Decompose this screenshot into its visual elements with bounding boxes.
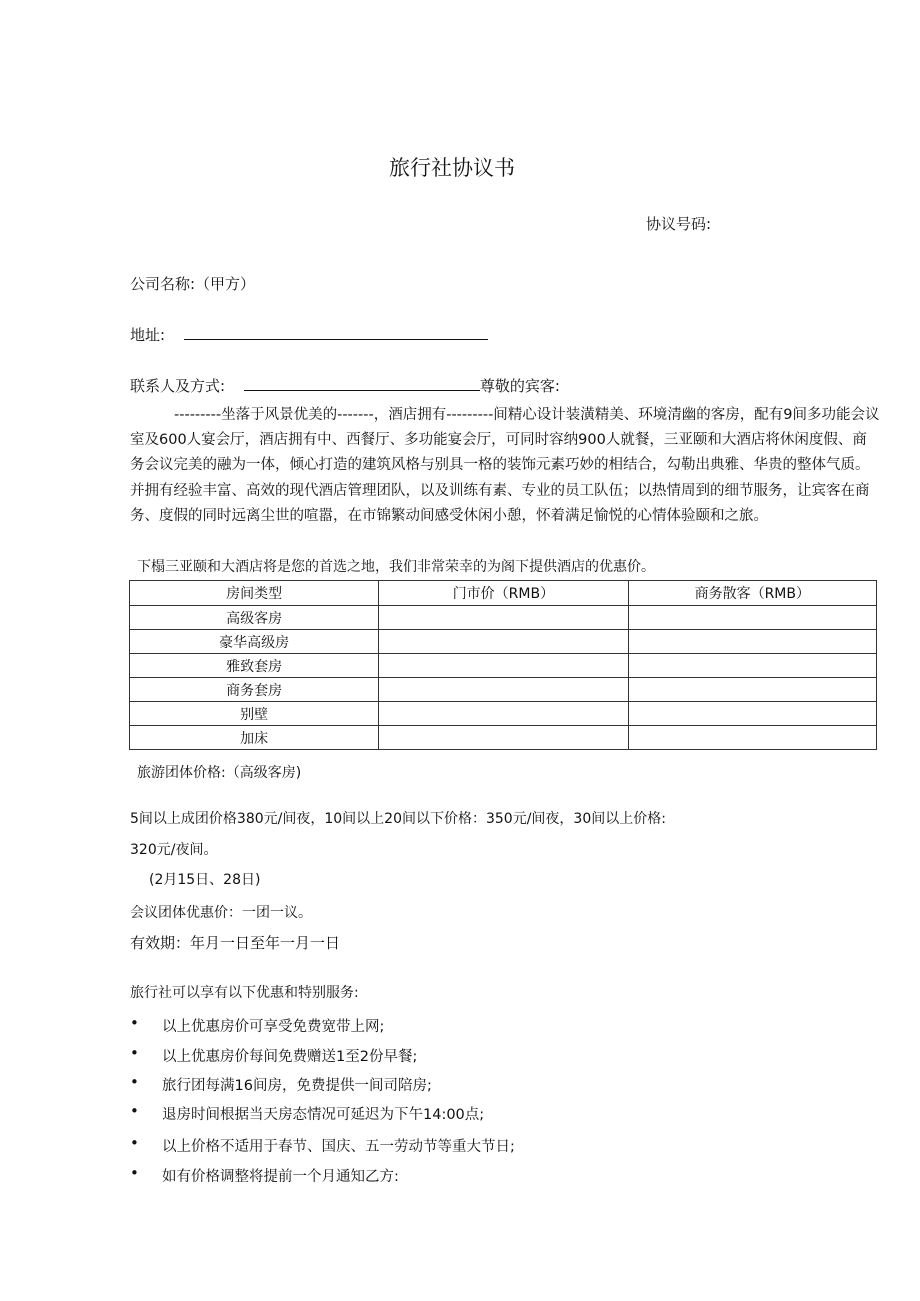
business-rate-cell xyxy=(628,654,876,678)
bullet-icon: • xyxy=(130,1073,139,1091)
rack-rate-cell xyxy=(379,606,628,630)
rack-rate-cell xyxy=(379,726,628,750)
rack-rate-cell xyxy=(379,702,628,726)
list-item: 以上优惠房价可享受免费宽带上网; xyxy=(162,1019,385,1035)
rack-rate-cell xyxy=(379,630,628,654)
group-price-label: 旅游团体价格:（高级客房) xyxy=(137,765,302,781)
hotel-introduction xyxy=(130,403,880,529)
table-row xyxy=(130,606,877,630)
list-item: 以上价格不适用于春节、国庆、五一劳动节等重大节日; xyxy=(162,1139,515,1155)
company-name-label: 公司名称:（甲方） xyxy=(130,275,256,293)
table-row xyxy=(130,726,877,750)
business-rate-cell xyxy=(628,630,876,654)
list-item: 以上优惠房价每间免费赠送1至2份早餐; xyxy=(162,1049,418,1065)
bullet-icon: • xyxy=(130,1102,139,1120)
business-rate-cell xyxy=(628,726,876,750)
rate-table xyxy=(129,580,877,750)
contact-blank-line xyxy=(244,375,480,391)
intro-text: ---------坐落于风景优美的-------，酒店拥有---------间精心设计装潢精美、环境清幽的客房，配有9间多功能会议室及600人宴会厅，酒店拥有中、西餐厅、多功能宴会厅，可同时容纳900人就餐，三亚颐和大酒店将休闲度假、商务会议完美的融为一体，倾心打造的建筑风格与别具一格的装饰元素巧妙的相结合，勾勒出典雅、华贵的整体气质。并拥有经验丰富、高效的现代酒店管理团队，以及训练有素、专业的员工队伍；以热情周到的细节服务，让宾客在商务、度假的同时远离尘世的喧嚣，在市锦繁动间感受休闲小憩，怀着满足愉悦的心情体验颐和之旅。 xyxy=(130,407,880,524)
room-type-cell: 高级客房 xyxy=(130,606,379,630)
group-price-line-1: 5间以上成团价格380元/间夜，10间以上20间以下价格：350元/间夜，30间以上价格: xyxy=(130,811,666,827)
greeting: 尊敬的宾客: xyxy=(479,377,560,395)
contact-row xyxy=(130,375,560,396)
group-price-line-2: 320元/夜间。 xyxy=(130,842,218,858)
header-room-type: 房间类型 xyxy=(130,581,379,606)
rack-rate-cell xyxy=(379,678,628,702)
header-rack-rate: 门市价（RMB） xyxy=(379,581,628,606)
room-type-cell: 别壁 xyxy=(130,702,379,726)
table-row xyxy=(130,702,877,726)
table-header-row xyxy=(130,581,877,606)
bullet-icon: • xyxy=(130,1134,139,1152)
agreement-number-label: 协议号码: xyxy=(646,215,712,233)
table-row xyxy=(130,630,877,654)
benefits-intro: 旅行社可以享有以下优惠和特别服务: xyxy=(130,985,359,1001)
bullet-icon: • xyxy=(130,1044,139,1062)
table-row xyxy=(130,678,877,702)
document-title: 旅行社协议书 xyxy=(389,156,515,180)
bullet-icon: • xyxy=(130,1164,139,1182)
business-rate-cell xyxy=(628,606,876,630)
dates-note: (2月15日、28日) xyxy=(149,872,261,888)
table-row xyxy=(130,654,877,678)
room-type-cell: 豪华高级房 xyxy=(130,630,379,654)
conference-price: 会议团体优惠价：一团一议。 xyxy=(130,905,312,921)
room-type-cell: 加床 xyxy=(130,726,379,750)
address-blank-line xyxy=(184,324,488,340)
room-type-cell: 雅致套房 xyxy=(130,654,379,678)
address-label: 地址: xyxy=(130,326,166,344)
list-item: 旅行团每满16间房，免费提供一间司陪房; xyxy=(162,1078,432,1094)
table-intro: 下榻三亚颐和大酒店将是您的首选之地，我们非常荣幸的为阁下提供酒店的优惠价。 xyxy=(137,559,655,575)
list-item: 如有价格调整将提前一个月通知乙方: xyxy=(162,1169,399,1185)
validity-period: 有效期：年月一日至年一月一日 xyxy=(130,934,341,952)
list-item: 退房时间根据当天房态情况可延迟为下午14:00点; xyxy=(162,1107,485,1123)
room-type-cell: 商务套房 xyxy=(130,678,379,702)
business-rate-cell xyxy=(628,678,876,702)
rack-rate-cell xyxy=(379,654,628,678)
header-business-rate: 商务散客（RMB） xyxy=(628,581,876,606)
contact-label: 联系人及方式: xyxy=(130,377,226,395)
address-row xyxy=(130,324,488,345)
business-rate-cell xyxy=(628,702,876,726)
bullet-icon: • xyxy=(130,1014,139,1032)
